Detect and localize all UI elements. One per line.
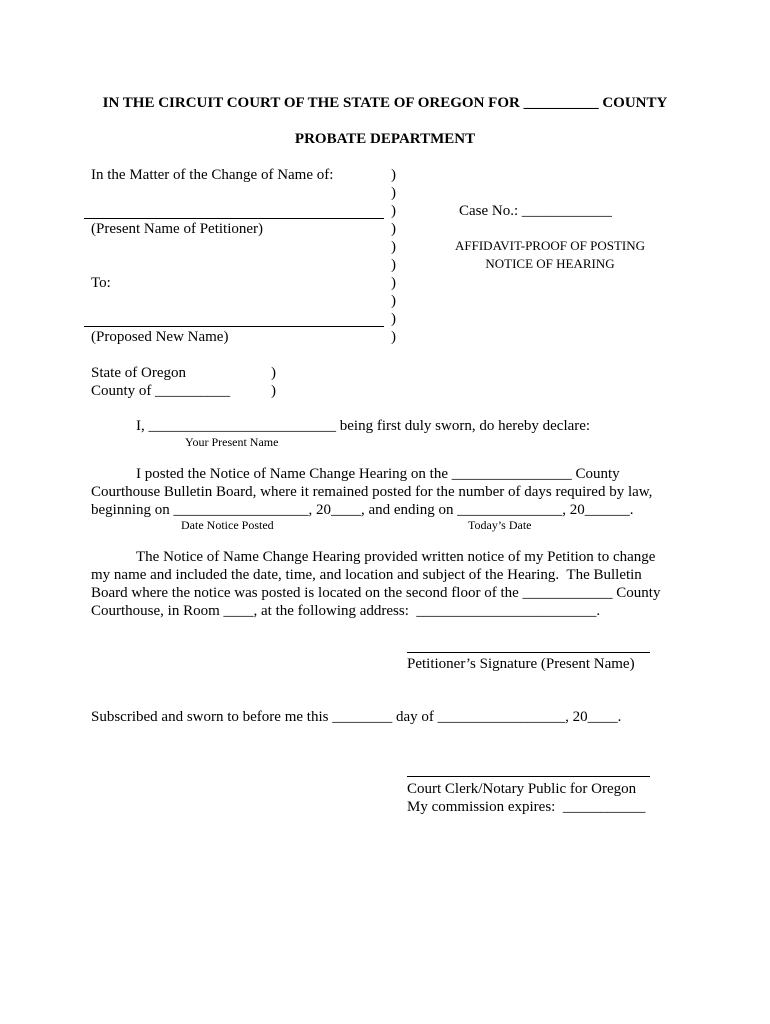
posting-line-2: Courthouse Bulletin Board, where it remained posted for the number of days required by law, [91,484,653,500]
caption-paren: ) [391,167,396,183]
venue-paren: ) [271,365,276,381]
petitioner-signature-line [407,652,650,653]
petitioner-signature-label: Petitioner’s Signature (Present Name) [407,656,635,672]
caption-paren: ) [391,311,396,327]
caption-paren: ) [391,257,396,273]
caption-paren: ) [391,275,396,291]
venue-state: State of Oregon [91,365,186,381]
department-title: PROBATE DEPARTMENT [294,131,476,147]
notice-line-3: Board where the notice was posted is located on the second floor of the ____________ County [91,585,661,601]
venue-county: County of __________ [91,383,231,399]
court-title: IN THE CIRCUIT COURT OF THE STATE OF OREGON FOR __________ COUNTY [102,95,668,111]
proposed-name-label: (Proposed New Name) [91,329,229,345]
present-name-label: (Present Name of Petitioner) [91,221,264,237]
notary-signature-line [407,776,650,777]
posting-line-3: beginning on __________________, 20____, and ending on ______________, 20______. [91,502,634,518]
to-label: To: [91,275,111,291]
declaration-line: I, _________________________ being first duly sworn, do hereby declare: [136,418,591,434]
venue-paren: ) [271,383,276,399]
caption-paren: ) [391,329,396,345]
case-number: Case No.: ____________ [459,203,612,219]
notary-label: Court Clerk/Notary Public for Oregon [407,781,637,797]
commission-expires: My commission expires: ___________ [407,799,646,815]
document-title-line2: NOTICE OF HEARING [485,256,615,271]
present-name-line [84,218,384,219]
caption-paren: ) [391,293,396,309]
todays-date-caption: Today’s Date [468,518,532,532]
notice-line-1: The Notice of Name Change Hearing provided written notice of my Petition to change [136,549,656,565]
caption-paren: ) [391,203,396,219]
date-posted-caption: Date Notice Posted [181,518,274,532]
document-title-line1: AFFIDAVIT-PROOF OF POSTING [455,238,645,253]
subscribed-line: Subscribed and sworn to before me this ________ day of _________________, 20____. [91,709,622,725]
notice-line-2: my name and included the date, time, and location and subject of the Hearing. The Bulletin [91,567,642,583]
posting-line-1: I posted the Notice of Name Change Hearing on the ________________ County [136,466,620,482]
caption-paren: ) [391,239,396,255]
caption-paren: ) [391,221,396,237]
matter-label: In the Matter of the Change of Name of: [91,167,334,183]
proposed-name-line [84,326,384,327]
notice-line-4: Courthouse, in Room ____, at the following address: ________________________. [91,603,601,619]
caption-paren: ) [391,185,396,201]
present-name-caption: Your Present Name [185,435,279,449]
